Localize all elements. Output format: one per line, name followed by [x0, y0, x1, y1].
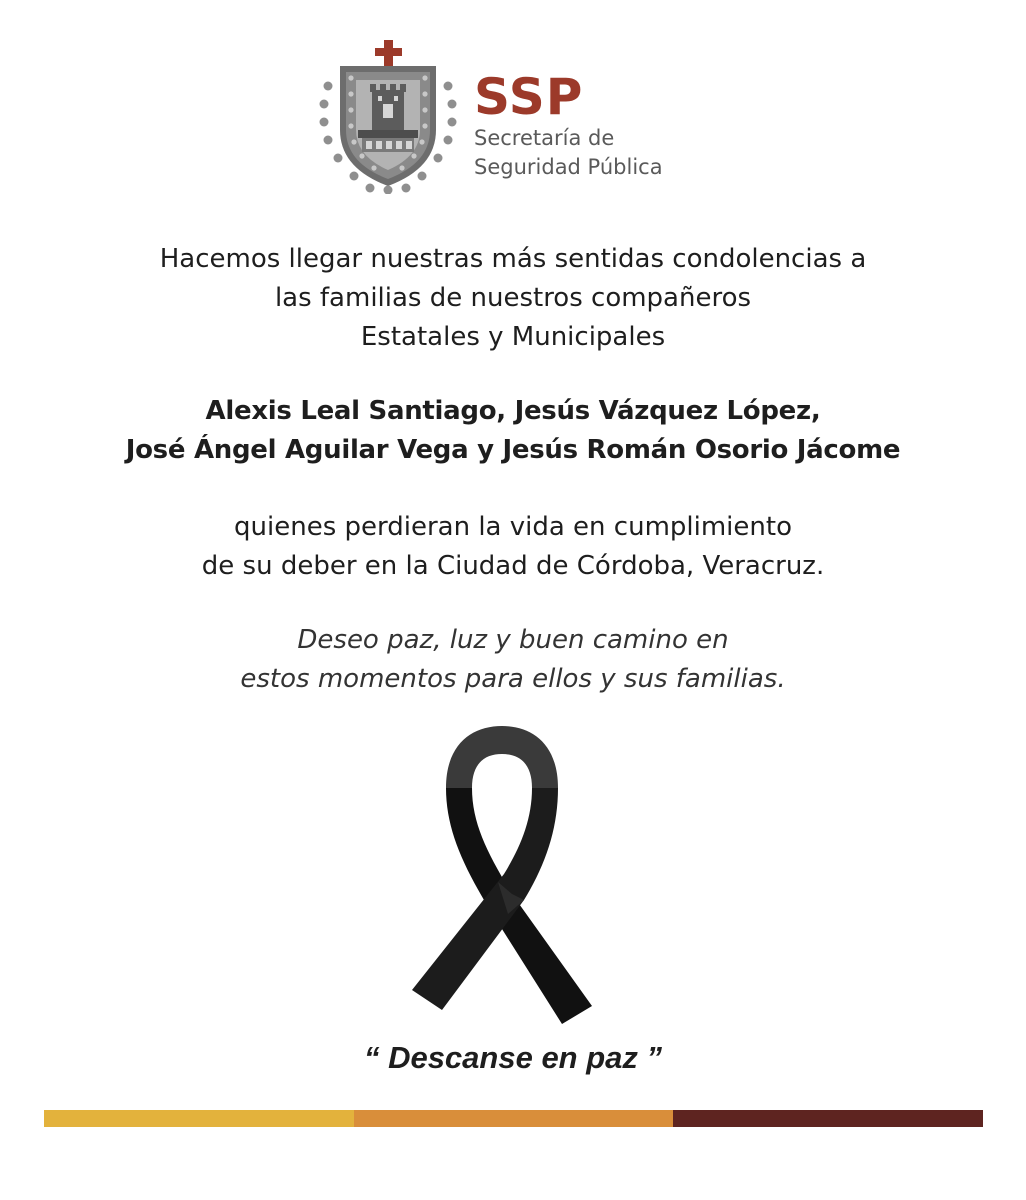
names-line: José Ángel Aguilar Vega y Jesús Román Osorio Jácome: [125, 435, 901, 465]
wish-line: estos momentos para ellos y sus familias.: [240, 664, 786, 694]
circumstance-line: quienes perdieran la vida en cumplimiento: [234, 512, 792, 542]
footer-stripe-gold: [44, 1110, 354, 1127]
intro-line: Estatales y Municipales: [360, 322, 666, 352]
wish-text: [0, 621, 1026, 699]
brand-name-line-2: Seguridad Pública: [474, 155, 663, 179]
condolence-intro: [0, 240, 1026, 357]
brand-acronym: SSP: [474, 68, 584, 126]
footer-stripe-maroon: [673, 1110, 983, 1127]
circumstance-text: [0, 508, 1026, 586]
wish-line: Deseo paz, luz y buen camino en: [297, 625, 729, 655]
brand-name-line-1: Secretaría de: [474, 126, 615, 150]
intro-line: las familias de nuestros compañeros: [274, 283, 752, 313]
black-ribbon-icon: [412, 724, 592, 1024]
fallen-names: [0, 392, 1026, 470]
intro-line: Hacemos llegar nuestras más sentidas condolencias a: [159, 244, 867, 274]
brand-block: [474, 68, 663, 182]
closing-phrase: “ Descanse en paz ”: [363, 1040, 663, 1075]
brand-name: [474, 124, 663, 182]
circumstance-line: de su deber en la Ciudad de Córdoba, Veracruz.: [201, 551, 825, 581]
header: [0, 36, 1026, 196]
names-line: Alexis Leal Santiago, Jesús Vázquez López,: [205, 396, 821, 426]
footer-stripe-orange: [354, 1110, 673, 1127]
coat-of-arms-seal-icon: [318, 38, 458, 194]
